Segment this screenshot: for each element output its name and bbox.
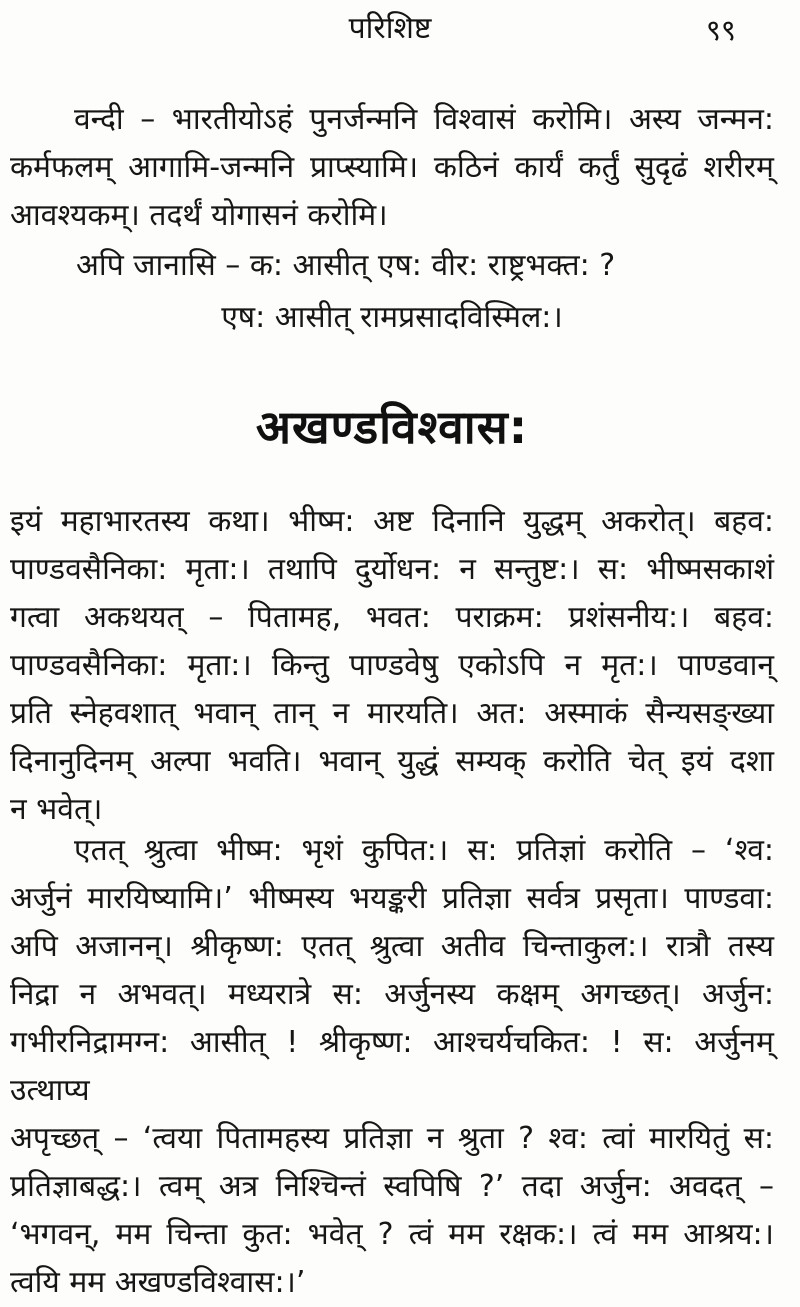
text-line: आवश्यकम्। तदर्थं योगासनं करोमि।	[10, 198, 388, 233]
story-paragraph-1	[10, 498, 774, 834]
page-header-title: परिशिष्ट	[348, 11, 432, 46]
question-line	[10, 242, 774, 290]
text-line: अर्जुनं मारयिष्यामि।’ भीष्मस्य भयङ्करी प्रतिज्ञा सर्वत्र प्रसृता। पाण्डवा:	[10, 881, 774, 916]
section-heading	[10, 392, 774, 462]
answer-line	[10, 294, 774, 342]
text-line: गत्वा अकथयत् – पितामह, भवत: पराक्रम: प्रशंसनीय:। बहव:	[10, 600, 774, 635]
text-line: न भवेत्।	[10, 792, 103, 827]
intro-paragraph	[10, 96, 774, 240]
text-line: पाण्डवसैनिका: मृता:। तथापि दुर्योधन: न सन्तुष्ट:। स: भीष्मसकाशं	[10, 552, 774, 587]
section-heading-text: अखण्डविश्वास:	[255, 400, 529, 454]
text-line: पाण्डवसैनिका: मृता:। किन्तु पाण्डवेषु एकोऽपि न मृत:। पाण्डवान्	[10, 648, 774, 683]
text-line: अपि जानासि – क: आसीत् एष: वीर: राष्ट्रभक्त: ?	[76, 248, 616, 283]
text-line: अपृच्छत् – ‘त्वया पितामहस्य प्रतिज्ञा न श्रुता ? श्व: त्वां मारयितुं स:	[10, 1121, 774, 1156]
text-line: गभीरनिद्रामग्न: आसीत् ! श्रीकृष्ण: आश्चर्यचकित: ! स: अर्जुनम् उत्थाप्य	[10, 1025, 774, 1108]
text-line: एष: आसीत् रामप्रसादविस्मिल:।	[221, 300, 563, 335]
text-line: वन्दी – भारतीयोऽहं पुनर्जन्मनि विश्वासं करोमि। अस्य जन्मन:	[74, 102, 774, 137]
text-line: अपि अजानन्। श्रीकृष्ण: एतत् श्रुत्वा अतीव चिन्ताकुल:। रात्रौ तस्य	[10, 929, 774, 964]
text-line: त्वयि मम अखण्डविश्वास:।’	[10, 1265, 306, 1300]
text-line: इयं महाभारतस्य कथा। भीष्म: अष्ट दिनानि युद्धम् अकरोत्। बहव:	[10, 504, 774, 539]
text-line: प्रतिज्ञाबद्ध:। त्वम् अत्र निश्चिन्तं स्वपिषि ?’ तदा अर्जुन: अवदत् –	[10, 1169, 774, 1204]
text-line: निद्रा न अभवत्। मध्यरात्रे स: अर्जुनस्य कक्षम् अगच्छत्। अर्जुन:	[10, 977, 774, 1012]
story-paragraph-2	[10, 827, 774, 1307]
text-line: दिनानुदिनम् अल्पा भवति। भवान् युद्धं सम्यक् करोति चेत् इयं दशा	[10, 744, 774, 779]
text-line: एतत् श्रुत्वा भीष्म: भृशं कुपित:। स: प्रतिज्ञां करोति – ‘श्व:	[74, 833, 774, 868]
text-line: प्रति स्नेहवशात् भवान् तान् न मारयति। अत: अस्माकं सैन्यसङ्ख्या	[10, 696, 774, 731]
text-line: ‘भगवन्, मम चिन्ता कुत: भवेत् ? त्वं मम रक्षक:। त्वं मम आश्रय:।	[10, 1217, 774, 1252]
text-line: कर्मफलम् आगामि-जन्मनि प्राप्स्यामि। कठिनं कार्यं कर्तुं सुदृढं शरीरम्	[10, 150, 774, 185]
page-number: ९९	[705, 13, 736, 47]
